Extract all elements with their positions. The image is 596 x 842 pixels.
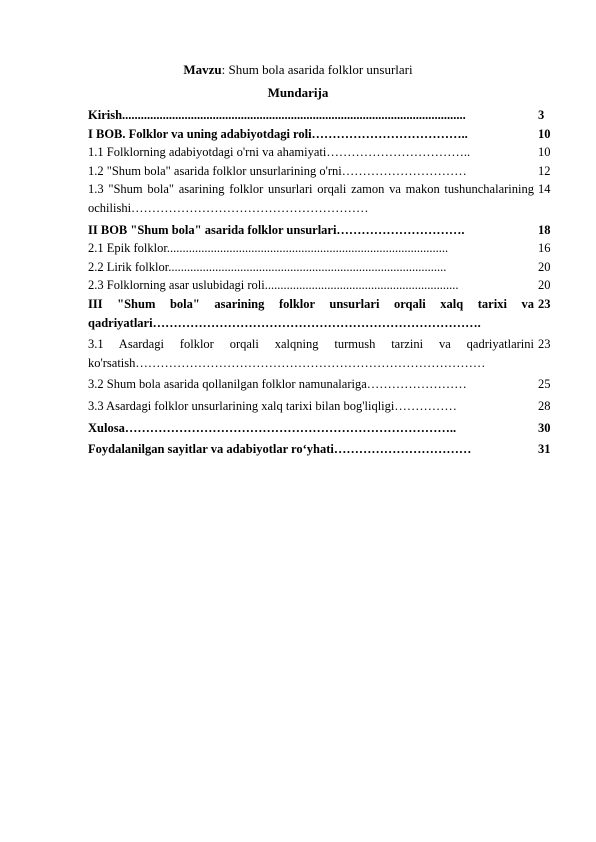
toc-row-section-1-1[interactable] [88, 143, 557, 162]
toc-page-number: 30 [538, 420, 551, 435]
toc-entry: Xulosa…………………………………………………………………….. [88, 420, 457, 435]
toc-row-chapter-1[interactable] [88, 125, 557, 144]
toc-page-number: 20 [538, 278, 551, 293]
toc-entry: 2.2 Lirik folklor......................................................................................... [88, 259, 447, 274]
toc-entry: I BOB. Folklor va uning adabiyotdagi roli……………………………….. [88, 126, 468, 141]
toc-row-references[interactable] [88, 440, 557, 459]
toc-row-section-2-2[interactable] [88, 258, 557, 277]
table-of-contents [88, 106, 557, 459]
toc-row-introduction[interactable] [88, 106, 557, 125]
toc-entry: II BOB "Shum bola" asarida folklor unsurlari…………………………. [88, 222, 465, 237]
toc-row-conclusion[interactable] [88, 419, 557, 438]
topic-separator: : [221, 62, 229, 77]
toc-page-number: 16 [538, 241, 551, 256]
topic-text: Shum bola asarida folklor unsurlari [228, 62, 413, 77]
toc-entry: Kirish.............................................................................................................. [88, 108, 466, 122]
toc-row-chapter-2[interactable] [88, 221, 557, 240]
toc-entry: 3.3 Asardagi folklor unsurlarining xalq tarixi bilan bog'liqligi…………… [88, 398, 457, 413]
toc-entry: Foydalanilgan sayitlar va adabiyotlar ro‘yhati…………………………… [88, 442, 472, 457]
toc-page-number: 25 [538, 377, 551, 392]
topic-label: Mavzu [183, 62, 222, 77]
toc-page-number: 10 [538, 145, 551, 160]
toc-row-section-1-2[interactable] [88, 162, 557, 181]
topic-line [0, 62, 596, 78]
toc-entry: 1.2 "Shum bola" asarida folklor unsurlarining o'rni………………………… [88, 163, 467, 178]
toc-row-section-2-1[interactable] [88, 239, 557, 258]
toc-entry: III "Shum bola" asarining folklor unsurlari orqali xalq tarixi va qadriyatlari……………………………………………………………………. [88, 296, 534, 330]
toc-entry: 1.1 Folklorning adabiyotdagi o'rni va ahamiyati…………………………….. [88, 145, 471, 160]
toc-page-number: 14 [538, 182, 551, 197]
toc-row-section-1-3[interactable] [88, 180, 557, 217]
toc-entry: 3.2 Shum bola asarida qollanilgan folklor namunalariga…………………… [88, 377, 467, 392]
toc-row-section-3-3[interactable] [88, 397, 557, 416]
toc-page-number: 31 [538, 442, 551, 457]
toc-entry: 1.3 "Shum bola" asarining folklor unsurlari orqali zamon va makon tushunchalarining ochilishi………………………………………………… [88, 182, 534, 215]
toc-entry: 3.1 Asardagi folklor orqali xalqning turmush tarzini va qadriyatlarini ko'rsatish………………………………………………………………………… [88, 337, 534, 370]
toc-entry: 2.1 Epik folklor.......................................................................................... [88, 241, 449, 256]
toc-page-number: 3 [538, 108, 545, 122]
toc-row-section-2-3[interactable] [88, 276, 557, 295]
toc-page-number: 12 [538, 163, 551, 178]
toc-page-number: 18 [538, 222, 551, 237]
toc-entry: 2.3 Folklorning asar uslubidagi roli.............................................................. [88, 278, 459, 293]
toc-page-number: 23 [538, 296, 551, 311]
toc-page-number: 10 [538, 126, 551, 141]
toc-row-chapter-3[interactable] [88, 295, 557, 332]
toc-page-number: 23 [538, 337, 551, 352]
contents-title: Mundarija [267, 85, 329, 100]
toc-page-number: 28 [538, 398, 551, 413]
toc-page-number: 20 [538, 259, 551, 274]
toc-row-section-3-2[interactable] [88, 375, 557, 394]
toc-row-section-3-1[interactable] [88, 335, 557, 372]
